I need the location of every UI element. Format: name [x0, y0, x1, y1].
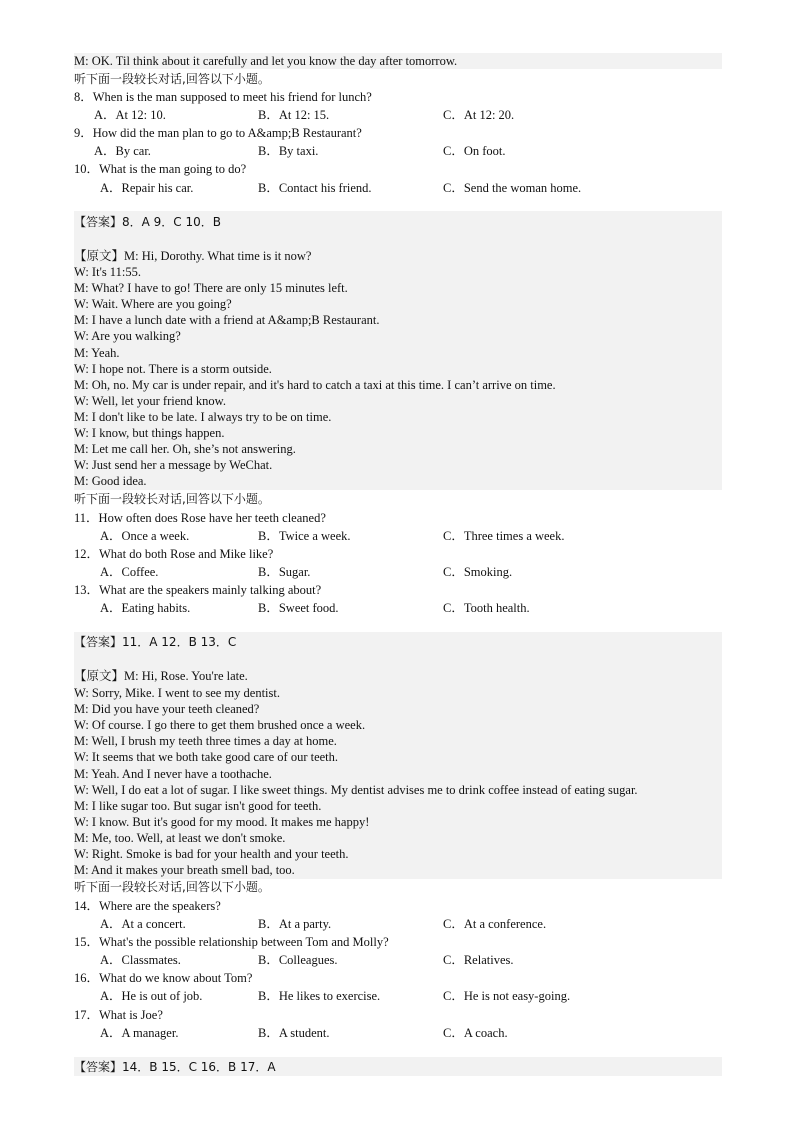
question-11: 11．How often does Rose have her teeth cleaned? [74, 511, 326, 525]
option-b: B．A student. [258, 1026, 330, 1040]
option-c: C．Tooth health. [443, 601, 530, 615]
option-a: A．Classmates. [100, 953, 181, 967]
option-a: A．Repair his car. [100, 181, 194, 195]
option-a: A．By car. [94, 144, 151, 158]
option-a: A．A manager. [100, 1026, 179, 1040]
option-b: B．Twice a week. [258, 529, 351, 543]
transcript-line: W: Are you walking? [74, 329, 181, 343]
transcript-line: M: Yeah. [74, 346, 120, 360]
question-8: 8．When is the man supposed to meet his friend for lunch? [74, 90, 372, 104]
option-b: B．He likes to exercise. [258, 989, 381, 1003]
transcript-line: W: It seems that we both take good care of our teeth. [74, 750, 339, 764]
transcript-line: W: Just send her a message by WeChat. [74, 458, 273, 472]
transcript-line: M: Let me call her. Oh, she’s not answering. [74, 442, 296, 456]
question-17: 17．What is Joe? [74, 1008, 163, 1022]
transcript-line: M: I have a lunch date with a friend at A&amp;B Restaurant. [74, 313, 380, 327]
question-15: 15．What's the possible relationship between Tom and Molly? [74, 935, 389, 949]
option-c: C．Three times a week. [443, 529, 565, 543]
transcript-line: M: Me, too. Well, at least we don't smoke. [74, 831, 286, 845]
transcript-line: M: Good idea. [74, 474, 147, 488]
transcript-line: W: I know, but things happen. [74, 426, 225, 440]
transcript-line: 【原文】M: Hi, Dorothy. What time is it now? [74, 249, 312, 263]
option-b: B．Sweet food. [258, 601, 339, 615]
transcript-line: W: I know. But it's good for my mood. It makes me happy! [74, 815, 370, 829]
question-13: 13．What are the speakers mainly talking about? [74, 583, 322, 597]
option-b: B．At 12: 15. [258, 108, 330, 122]
option-c: C．At 12: 20. [443, 108, 515, 122]
answer-key: 【答案】8．A 9．C 10．B [74, 215, 221, 229]
section-heading: 听下面一段较长对话,回答以下小题。 [74, 492, 270, 506]
option-c: C．A coach. [443, 1026, 508, 1040]
transcript-line: W: Well, I do eat a lot of sugar. I like sweet things. My dentist advises me to drink coffee instead of eating sugar. [74, 783, 638, 797]
option-b: B．By taxi. [258, 144, 319, 158]
option-b: B．Sugar. [258, 565, 311, 579]
answer-key: 【答案】11．A 12．B 13．C [74, 635, 237, 649]
option-c: C．He is not easy-going. [443, 989, 571, 1003]
option-a: A．Eating habits. [100, 601, 191, 615]
option-a: A．At a concert. [100, 917, 186, 931]
transcript-line: M: I like sugar too. But sugar isn't good for teeth. [74, 799, 322, 813]
option-a: A．At 12: 10. [94, 108, 166, 122]
option-a: A．Once a week. [100, 529, 190, 543]
option-c: C．Relatives. [443, 953, 514, 967]
option-b: B．At a party. [258, 917, 332, 931]
option-c: C．On foot. [443, 144, 506, 158]
transcript-line: M: Did you have your teeth cleaned? [74, 702, 260, 716]
transcript-line: W: Right. Smoke is bad for your health and your teeth. [74, 847, 349, 861]
transcript-line: W: Sorry, Mike. I went to see my dentist. [74, 686, 280, 700]
option-a: A．He is out of job. [100, 989, 203, 1003]
transcript-line: W: It's 11:55. [74, 265, 141, 279]
transcript-line: M: What? I have to go! There are only 15 minutes left. [74, 281, 348, 295]
transcript-line: M: Well, I brush my teeth three times a day at home. [74, 734, 337, 748]
transcript-line: M: And it makes your breath smell bad, too. [74, 863, 295, 877]
option-b: B．Colleagues. [258, 953, 338, 967]
question-12: 12．What do both Rose and Mike like? [74, 547, 274, 561]
transcript-line: M: Oh, no. My car is under repair, and it's hard to catch a taxi at this time. I can’t arrive on time. [74, 378, 556, 392]
transcript-line: W: Well, let your friend know. [74, 394, 226, 408]
transcript-line: W: I hope not. There is a storm outside. [74, 362, 272, 376]
transcript-line: 【原文】M: Hi, Rose. You're late. [74, 669, 248, 683]
transcript-line: M: OK. Til think about it carefully and let you know the day after tomorrow. [74, 54, 458, 68]
answer-key: 【答案】14．B 15．C 16．B 17．A [74, 1060, 276, 1074]
option-c: C．At a conference. [443, 917, 547, 931]
transcript-line: W: Wait. Where are you going? [74, 297, 232, 311]
transcript-line: M: I don't like to be late. I always try to be on time. [74, 410, 332, 424]
transcript-line: M: Yeah. And I never have a toothache. [74, 767, 272, 781]
option-b: B．Contact his friend. [258, 181, 372, 195]
section-heading: 听下面一段较长对话,回答以下小题。 [74, 880, 270, 894]
question-16: 16．What do we know about Tom? [74, 971, 253, 985]
option-a: A．Coffee. [100, 565, 159, 579]
option-c: C．Smoking. [443, 565, 513, 579]
transcript-line: W: Of course. I go there to get them brushed once a week. [74, 718, 366, 732]
option-c: C．Send the woman home. [443, 181, 582, 195]
section-heading: 听下面一段较长对话,回答以下小题。 [74, 72, 270, 86]
question-10: 10．What is the man going to do? [74, 162, 247, 176]
question-14: 14．Where are the speakers? [74, 899, 221, 913]
question-9: 9．How did the man plan to go to A&amp;B Restaurant? [74, 126, 362, 140]
